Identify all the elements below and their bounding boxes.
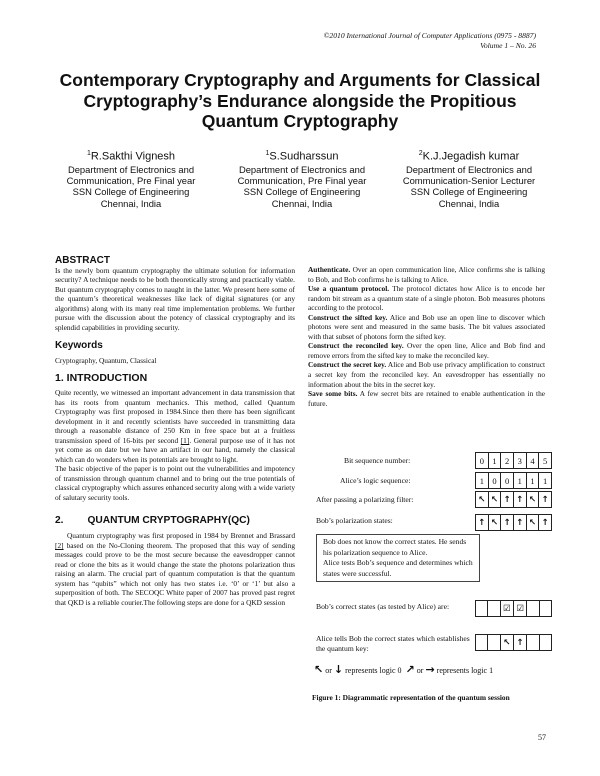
legend-or: or (325, 666, 332, 675)
figure-caption: Figure 1: Diagrammatic representation of the quantum session (312, 693, 510, 702)
bit-cell: 5 (539, 453, 552, 469)
polarization-arrow-icon: ↑ (513, 515, 526, 531)
title-line: Cryptography’s Endurance alongside the Propitious (83, 90, 517, 111)
right-arrow-icon: → (425, 663, 435, 676)
author-dept: Department of Electronics and (238, 163, 366, 175)
alice-table (475, 472, 552, 489)
intro-heading: 1. INTRODUCTION (55, 372, 148, 385)
fig-label-filter: After passing a polarizing filter: (316, 495, 414, 504)
final-table (475, 634, 552, 651)
key-cell (488, 635, 500, 651)
author-name: K.J.Jegadish kumar (422, 150, 520, 163)
step-label: Authenticate. (308, 265, 351, 274)
author-affil-mark: 1 (86, 150, 91, 157)
quantum-figure (312, 452, 552, 682)
author-city: Chennai, India (100, 197, 162, 209)
left-column (55, 256, 295, 608)
fig-label-bitseq: Bit sequence number: (344, 456, 411, 465)
title-line: Quantum Cryptography (201, 111, 399, 131)
down-arrow-icon: ↓ (333, 663, 344, 676)
legend-or: or (416, 666, 424, 675)
step-text: Alice and Bob use an open line to discover which photons were sent and measured in the same basis. The bit values associated with that subset of photons form the sifted key. (308, 312, 546, 341)
key-cell (476, 635, 488, 651)
qc-heading (55, 516, 295, 526)
qc-text: based on the No-Cloning theorem. The proposed that this way of sending messages could prove to be the most secure because the eavesdropper cannot read or clone the bits as it would change the state the photons polarization thus raising an alarm. The crucial part of quantum computation is that the quantum system has “qubits” which not only has two states i.e. ‘0’ or ‘1’ but also a superposition of both. The SECOQC White paper of 2007 has proved past regret that QKD is a reliable courier.The following steps are done for a QKD session (55, 540, 295, 607)
polarization-arrow-icon: ↖ (488, 515, 501, 531)
step-label: Construct the secret key. (308, 360, 387, 370)
author-dept: Department of Electronics and (405, 163, 533, 175)
bit-cell: 2 (501, 453, 514, 469)
step-text: Over an open communication line, Alice confirms she is talking to Bob, and Bob confirms he is talking to Alice. (308, 265, 545, 284)
author-affil-mark: 2 (418, 150, 423, 157)
polarization-arrow-icon: ↖ (526, 515, 539, 531)
paper-title (40, 70, 560, 132)
diagonal-arrow-icon: ↗ (405, 663, 415, 676)
polarization-arrow-icon: ↑ (539, 515, 552, 531)
step-label: Construct the reconciled key. (308, 341, 404, 351)
author-dept: Communication-Senior Lecturer (402, 174, 536, 186)
right-column (308, 265, 545, 408)
polarization-arrow-icon: ↑ (513, 492, 526, 508)
keywords-text: Cryptography, Quantum, Classical (55, 355, 157, 365)
journal-header (324, 31, 536, 51)
author-block (389, 147, 549, 209)
title-line: Contemporary Cryptography and Arguments for Classical (59, 70, 541, 90)
key-cell (527, 635, 539, 651)
fig-note: Bob does not know the correct states. He sends his polarization sequence to Alice. (323, 537, 467, 557)
author-block (51, 147, 211, 209)
author-city: Chennai, India (438, 197, 500, 209)
abstract-heading: ABSTRACT (55, 255, 110, 266)
bitseq-table (475, 452, 552, 469)
author-college: SSN College of Engineering (410, 186, 528, 198)
polarization-arrow-icon: ↖ (500, 635, 513, 651)
check-icon: ☑ (500, 601, 513, 617)
citation-link[interactable]: [1] (180, 435, 190, 445)
fig-label-alice: Alice’s logic sequence: (340, 476, 411, 485)
polarization-arrow-icon: ↑ (501, 492, 514, 508)
bob-table (475, 514, 552, 531)
bit-cell: 1 (488, 453, 501, 469)
diagonal-arrow-icon: ↖ (314, 663, 324, 676)
step-text: The protocol dictates how Alice is to encode her random bit stream as a quantum state of a single photon. Bob measures photons according to the protocol. (308, 284, 545, 313)
filter-table (475, 491, 552, 508)
bit-cell: 0 (476, 453, 489, 469)
bit-cell: 1 (526, 473, 539, 489)
check-cell (527, 601, 539, 617)
check-cell (539, 601, 551, 617)
bit-cell: 0 (488, 473, 501, 489)
qkd-step (308, 341, 545, 360)
intro-text: Quite recently, we witnessed an important advancement in data transmission that has its roots from quantum mechanics. This method, called Quantum Cryptography was first proposed in 1984.Since then there has been significant development in it and recently scientists have succeeded in transmitting data through a reasonable distance of 250 Km in free space but at a fruitless transmission speed of 16-bits per second (55, 388, 295, 445)
polarization-arrow-icon: ↑ (513, 635, 526, 651)
polarization-arrow-icon: ↑ (476, 515, 489, 531)
check-icon: ☑ (513, 601, 526, 617)
author-college: SSN College of Engineering (72, 186, 190, 198)
qkd-step (308, 389, 545, 408)
journal-volume: Volume 1 – No. 26 (480, 41, 536, 50)
step-text: Over the open line, Alice and Bob find and remove errors from the sifted key to make the reconciled key. (308, 341, 545, 360)
bit-cell: 1 (539, 473, 552, 489)
intro-text: . General purpose use of it has not yet come as on date but we have an artifact in our hand, namely the classical which can do wonders when its potentials are brought to light. (55, 435, 295, 464)
fig-label-final: Alice tells Bob the correct states which establishes the quantum key: (316, 634, 470, 653)
step-label: Use a quantum protocol. (308, 284, 390, 294)
fig-note: Alice tests Bob’s sequence and determines which states were successful. (323, 558, 473, 578)
intro-paragraph-2: The basic objective of the paper is to point out the vulnerabilities and impotency of transmission through quantum channel and to bring out the true potentials of classical cryptography which assures enhanced security along with a wide variety of salutary security tools. (55, 464, 295, 503)
qkd-step (308, 265, 545, 284)
qkd-step (308, 284, 545, 313)
step-label: Save some bits. (308, 389, 358, 399)
abstract-text: Is the newly born quantum cryptography the ultimate solution for information security? A technique needs to be both theoretically strong and practically viable. But quantum cryptography comes to naught in the latter. We present here some of the quantum’s theoretical weaknesses like lack of digital signatures (or any algorithms) along with its many real time implementation problems. We further pursue with the discussion about the potency of classical cryptography and its splendid capabilities in providing security. (55, 265, 295, 332)
section-number: 2. (55, 514, 64, 526)
author-dept: Communication, Pre Final year (66, 174, 196, 186)
step-label: Construct the sifted key. (308, 312, 388, 322)
fig-note-box (316, 534, 480, 582)
fig-label-bob: Bob’s polarization states: (316, 516, 393, 525)
bit-cell: 4 (526, 453, 539, 469)
key-cell (539, 635, 551, 651)
fig-label-correct: Bob’s correct states (as tested by Alice) are: (316, 602, 450, 611)
bit-cell: 0 (501, 473, 514, 489)
journal-name: ©2010 International Journal of Computer Applications (0975 - 8887) (323, 31, 536, 40)
author-college: SSN College of Engineering (243, 186, 361, 198)
polarization-arrow-icon: ↖ (526, 492, 539, 508)
step-text: A few secret bits are retained to enable authentication in the future. (308, 389, 546, 408)
legend-text: represents logic 1 (436, 666, 494, 675)
qc-paragraph (55, 531, 295, 607)
step-text: Alice and Bob use privacy amplification to construct a secret key from the reconciled key. An eavesdropper has essentially no information about the bits in the secret key. (308, 360, 545, 389)
legend-text: represents logic 0 (345, 666, 402, 675)
qc-text: Quantum cryptography was first proposed in 1984 by Brennet and Brassard (67, 531, 295, 541)
author-city: Chennai, India (271, 197, 333, 209)
check-cell (488, 601, 500, 617)
author-dept: Department of Electronics and (67, 163, 195, 175)
keywords-heading: Keywords (55, 340, 103, 352)
correct-table (475, 600, 552, 617)
section-title: QUANTUM CRYPTOGRAPHY(QC) (87, 514, 250, 526)
author-name: R.Sakthi Vignesh (90, 150, 176, 163)
author-name: S.Sudharssun (269, 150, 339, 163)
citation-link[interactable]: [2] (55, 540, 64, 550)
intro-paragraph (55, 388, 295, 464)
page-number: 57 (538, 733, 546, 742)
bit-cell: 1 (513, 473, 526, 489)
fig-legend (314, 663, 493, 676)
author-dept: Communication, Pre Final year (237, 174, 367, 186)
bit-cell: 1 (476, 473, 489, 489)
polarization-arrow-icon: ↑ (539, 492, 552, 508)
polarization-arrow-icon: ↖ (476, 492, 489, 508)
author-block (222, 147, 382, 209)
author-affil-mark: 1 (265, 150, 270, 157)
qkd-step (308, 360, 545, 389)
polarization-arrow-icon: ↖ (488, 492, 501, 508)
qkd-step (308, 313, 545, 342)
check-cell (476, 601, 488, 617)
polarization-arrow-icon: ↑ (501, 515, 514, 531)
bit-cell: 3 (513, 453, 526, 469)
